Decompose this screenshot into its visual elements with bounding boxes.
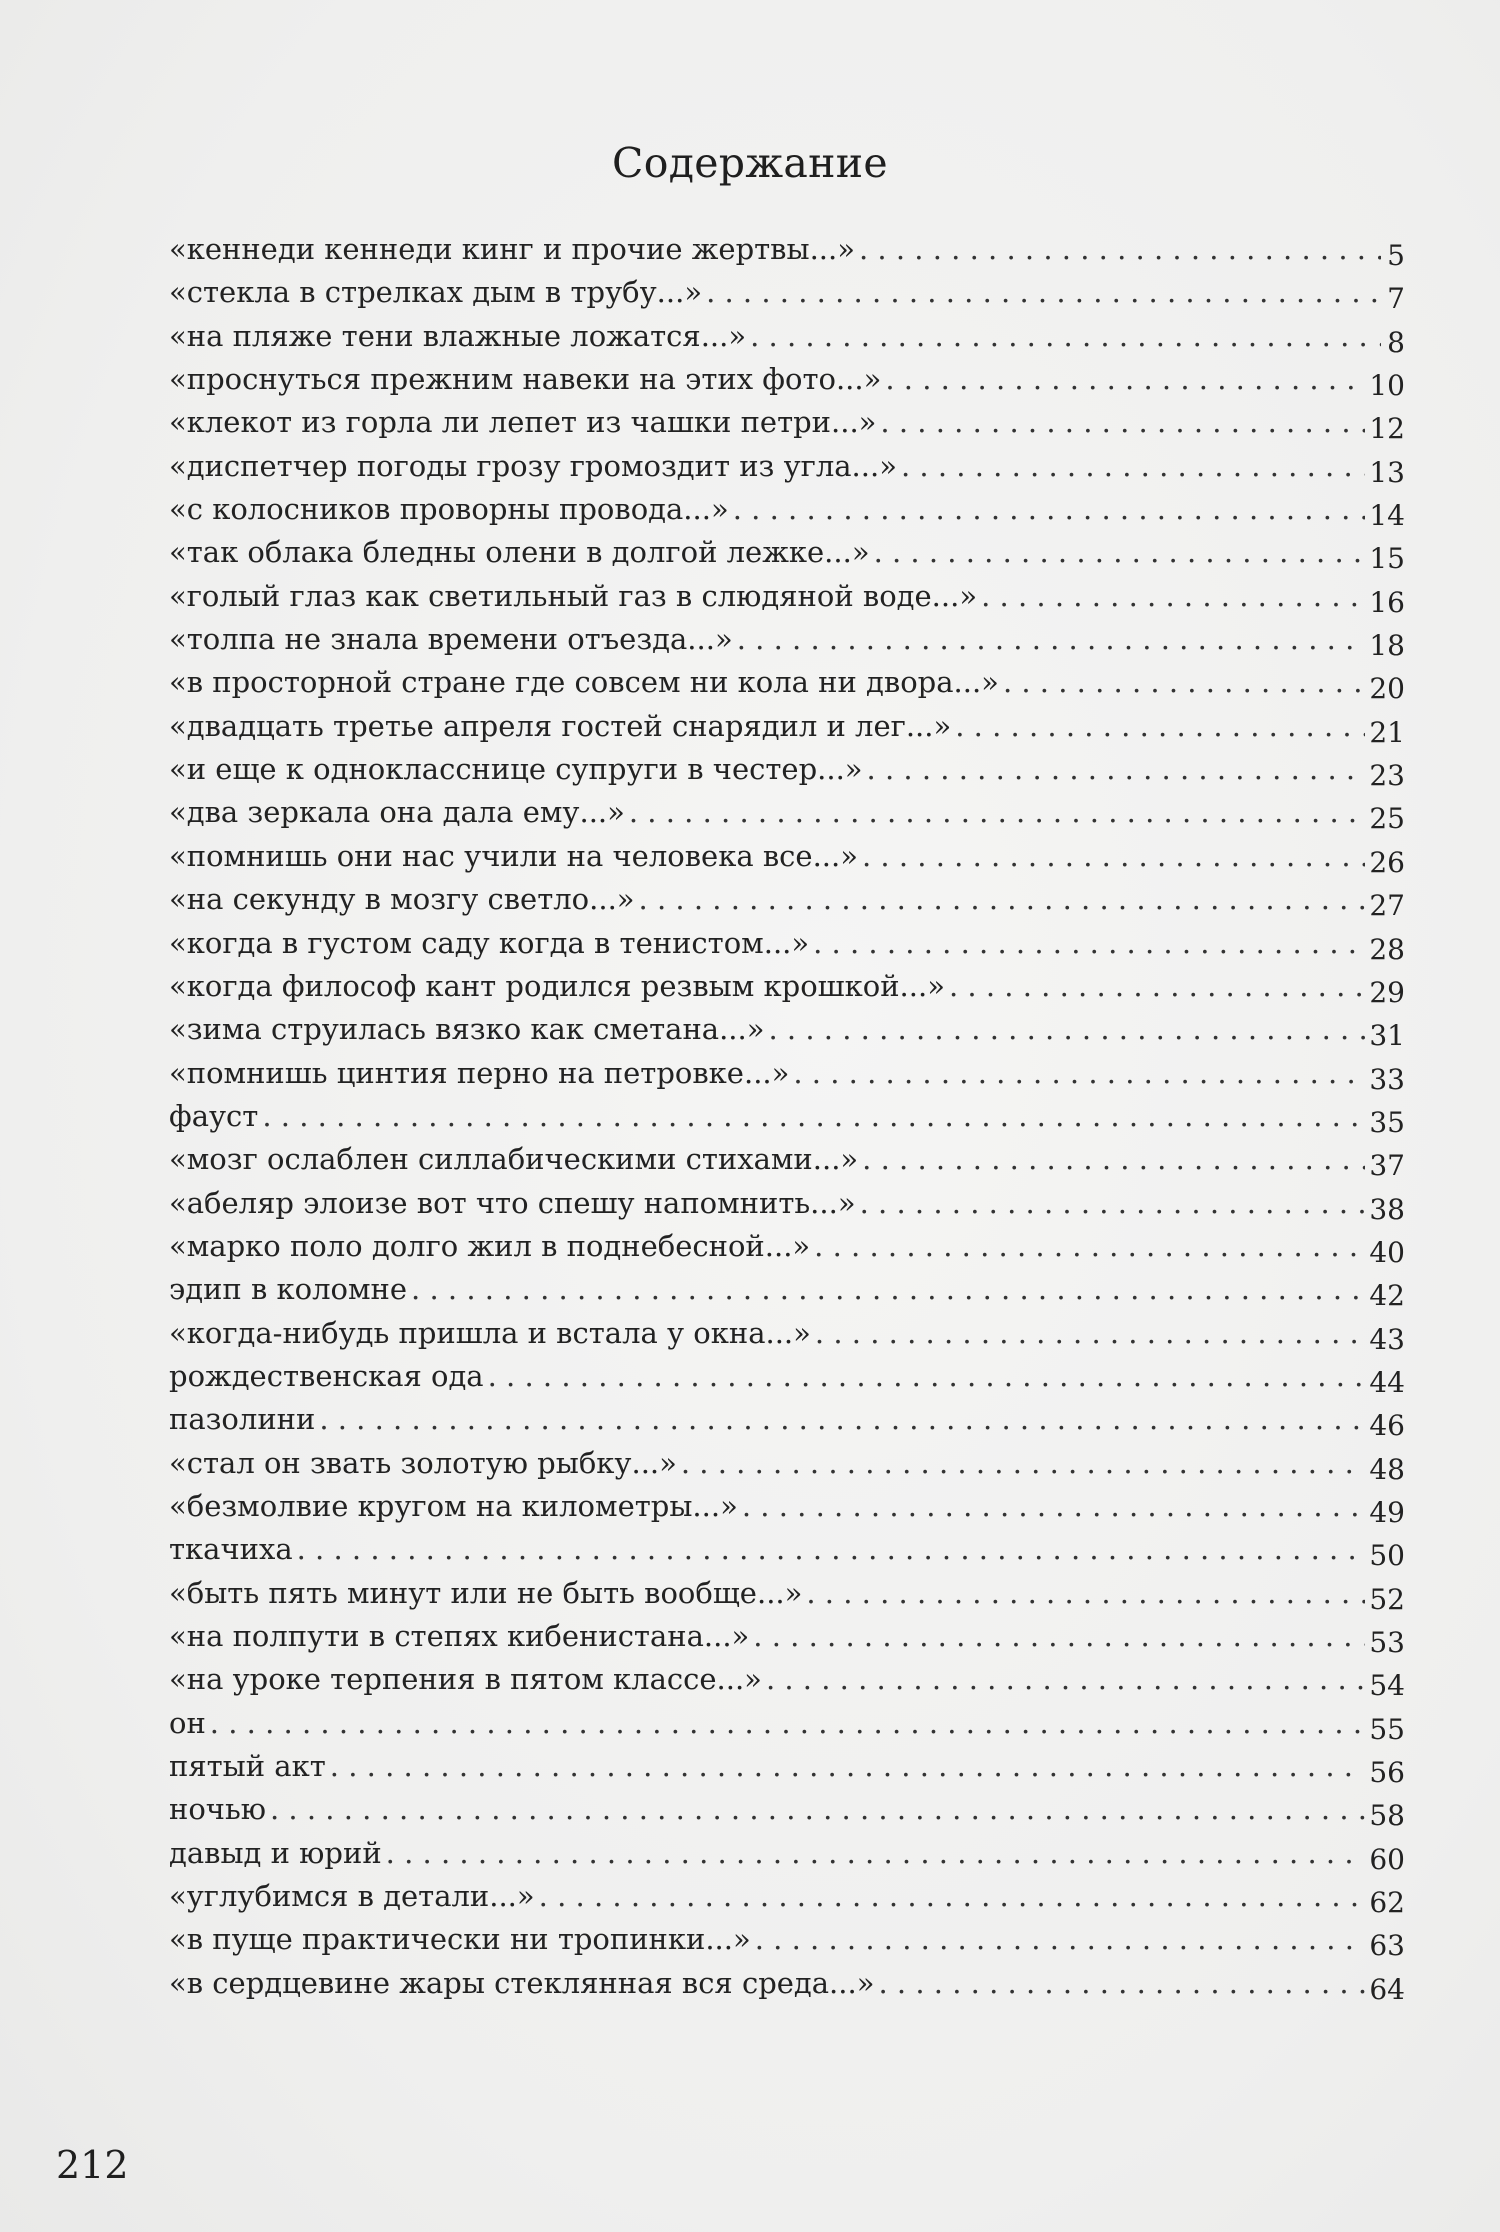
dot-leader bbox=[867, 748, 1366, 791]
toc-entry-title: «когда философ кант родился резвым крошкой...» bbox=[169, 968, 945, 1003]
toc-entry bbox=[169, 1312, 1405, 1355]
toc-entry-title: «так облака бледны олени в долгой лежке...» bbox=[169, 535, 870, 570]
toc-entry-page: 62 bbox=[1369, 1886, 1405, 1920]
toc-entry-title: «голый глаз как светильный газ в слюдяной воде...» bbox=[169, 578, 978, 613]
toc-entry-page: 7 bbox=[1387, 282, 1405, 316]
toc-entry bbox=[169, 618, 1405, 661]
toc-entry-page: 37 bbox=[1369, 1149, 1405, 1183]
toc-entry-page: 44 bbox=[1369, 1365, 1405, 1399]
dot-leader bbox=[629, 791, 1365, 834]
dot-leader bbox=[806, 1572, 1365, 1615]
toc-entry bbox=[169, 748, 1405, 791]
toc-entry-page: 13 bbox=[1369, 455, 1405, 489]
toc-entry bbox=[169, 661, 1405, 704]
dot-leader bbox=[949, 965, 1365, 1008]
dot-leader bbox=[297, 1528, 1366, 1571]
dot-leader bbox=[885, 358, 1365, 401]
toc-entry bbox=[169, 1008, 1405, 1051]
dot-leader bbox=[262, 1095, 1365, 1138]
toc-entry bbox=[169, 358, 1405, 401]
dot-leader bbox=[859, 228, 1381, 271]
toc-entry bbox=[169, 1918, 1405, 1961]
toc-entry-title: «помнишь цинтия перно на петровке...» bbox=[169, 1055, 790, 1090]
toc-entry-title: «стекла в стрелках дым в трубу...» bbox=[169, 275, 703, 310]
toc-entry-title: «толпа не знала времени отъезда...» bbox=[169, 622, 733, 657]
toc-entry bbox=[169, 1832, 1405, 1875]
dot-leader bbox=[862, 1138, 1365, 1181]
dot-leader bbox=[639, 878, 1366, 921]
toc-entry-title: «на секунду в мозгу светло...» bbox=[169, 882, 635, 917]
toc-entry-title: он bbox=[169, 1705, 206, 1740]
toc-entry-title: «когда-нибудь пришла и встала у окна...» bbox=[169, 1315, 811, 1350]
toc-entry-title: «в пуще практически ни тропинки...» bbox=[169, 1922, 751, 1957]
toc-entry-page: 52 bbox=[1369, 1582, 1405, 1616]
toc-entry-title: «быть пять минут или не быть вообще...» bbox=[169, 1575, 803, 1610]
toc-entry bbox=[169, 1052, 1405, 1095]
toc-entry bbox=[169, 1962, 1405, 2005]
toc-entry-page: 12 bbox=[1369, 412, 1405, 446]
toc-entry-page: 23 bbox=[1369, 759, 1405, 793]
toc-entry bbox=[169, 1485, 1405, 1528]
toc-entry-page: 49 bbox=[1369, 1495, 1405, 1529]
dot-leader bbox=[411, 1268, 1365, 1311]
toc-entry-page: 26 bbox=[1369, 845, 1405, 879]
dot-leader bbox=[319, 1398, 1365, 1441]
dot-leader bbox=[737, 618, 1366, 661]
toc-entry bbox=[169, 1615, 1405, 1658]
toc-entry bbox=[169, 401, 1405, 444]
toc-entry bbox=[169, 1702, 1405, 1745]
dot-leader bbox=[270, 1788, 1365, 1831]
dot-leader bbox=[815, 1312, 1365, 1355]
toc-entry-title: «мозг ослаблен силлабическими стихами...» bbox=[169, 1142, 859, 1177]
toc-entry-page: 48 bbox=[1369, 1452, 1405, 1486]
toc-entry-title: «стал он звать золотую рыбку...» bbox=[169, 1445, 677, 1480]
toc-entry-page: 50 bbox=[1369, 1539, 1405, 1573]
toc-entry-title: «проснуться прежним навеки на этих фото...» bbox=[169, 362, 882, 397]
toc-entry-title: «в сердцевине жары стеклянная вся среда...» bbox=[169, 1965, 875, 2000]
dot-leader bbox=[766, 1658, 1365, 1701]
toc-entry bbox=[169, 1182, 1405, 1225]
toc-entry-title: эдип в коломне bbox=[169, 1272, 408, 1307]
toc-entry bbox=[169, 1355, 1405, 1398]
toc-entry-page: 14 bbox=[1369, 499, 1405, 533]
toc-entry-title: фауст bbox=[169, 1098, 259, 1133]
toc-entry-title: «кеннеди кеннеди кинг и прочие жертвы...» bbox=[169, 232, 855, 266]
dot-leader bbox=[981, 575, 1365, 618]
toc-entry-title: «диспетчер погоды грозу громоздит из угла...» bbox=[169, 448, 897, 483]
toc-entry-page: 40 bbox=[1369, 1235, 1405, 1269]
toc-entry-page: 29 bbox=[1369, 975, 1405, 1009]
toc-entry-page: 35 bbox=[1369, 1105, 1405, 1139]
dot-leader bbox=[860, 1182, 1366, 1225]
toc-entry-title: давыд и юрий bbox=[169, 1835, 382, 1870]
page-number: 212 bbox=[56, 2143, 129, 2187]
toc-entry-page: 28 bbox=[1369, 932, 1405, 966]
toc-entry bbox=[169, 1572, 1405, 1615]
dot-leader bbox=[768, 1008, 1365, 1051]
toc-entry bbox=[169, 1442, 1405, 1485]
dot-leader bbox=[813, 922, 1365, 965]
toc-entry-page: 15 bbox=[1369, 542, 1405, 576]
dot-leader bbox=[539, 1875, 1366, 1918]
dot-leader bbox=[742, 1485, 1366, 1528]
toc-entry-page: 42 bbox=[1369, 1279, 1405, 1313]
toc-entry bbox=[169, 445, 1405, 488]
toc-entry bbox=[169, 1788, 1405, 1831]
toc-entry-page: 20 bbox=[1369, 672, 1405, 706]
toc-entry-title: ткачиха bbox=[169, 1532, 293, 1567]
toc-entry-title: «с колосников проворны провода...» bbox=[169, 492, 729, 527]
dot-leader bbox=[330, 1745, 1366, 1788]
page-title: Содержание bbox=[612, 139, 888, 188]
toc-entry-page: 18 bbox=[1369, 629, 1405, 663]
toc-entry-title: «безмолвие кругом на километры...» bbox=[169, 1488, 738, 1523]
toc-entry-page: 43 bbox=[1369, 1322, 1405, 1356]
toc-entry-page: 10 bbox=[1369, 369, 1405, 403]
toc-entry-title: «и еще к однокласснице супруги в честер...» bbox=[169, 752, 863, 787]
toc-entry bbox=[169, 965, 1405, 1008]
toc-entry bbox=[169, 271, 1405, 314]
toc-entry bbox=[169, 315, 1405, 358]
toc-entry-page: 21 bbox=[1369, 715, 1405, 749]
dot-leader bbox=[955, 705, 1365, 748]
toc-entry-title: «на полпути в степях кибенистана...» bbox=[169, 1619, 750, 1653]
toc-entry-page: 25 bbox=[1369, 802, 1405, 836]
dot-leader bbox=[753, 1615, 1365, 1658]
toc-entry bbox=[169, 705, 1405, 748]
toc-entry-title: «когда в густом саду когда в тенистом...» bbox=[169, 925, 810, 960]
dot-leader bbox=[814, 1225, 1365, 1268]
toc-entry-page: 31 bbox=[1369, 1019, 1405, 1053]
toc-entry-title: пятый акт bbox=[169, 1749, 326, 1784]
dot-leader bbox=[488, 1355, 1366, 1398]
dot-leader bbox=[874, 531, 1366, 574]
toc-entry-page: 8 bbox=[1387, 325, 1405, 359]
toc-entry-page: 33 bbox=[1369, 1062, 1405, 1096]
dot-leader bbox=[880, 401, 1365, 444]
toc-entry-page: 38 bbox=[1369, 1192, 1405, 1226]
toc-entry-page: 5 bbox=[1387, 239, 1405, 272]
toc-entry-title: пазолини bbox=[169, 1402, 316, 1437]
toc-entry-title: «два зеркала она дала ему...» bbox=[169, 795, 625, 830]
toc-entry-title: «на уроке терпения в пятом классе...» bbox=[169, 1662, 762, 1697]
toc-entry bbox=[169, 1095, 1405, 1138]
dot-leader bbox=[706, 271, 1381, 314]
toc-entry bbox=[169, 1528, 1405, 1571]
dot-leader bbox=[862, 835, 1365, 878]
toc-entry-title: ночью bbox=[169, 1792, 266, 1827]
toc-entry-page: 16 bbox=[1369, 585, 1405, 619]
toc-entry bbox=[169, 1745, 1405, 1788]
dot-leader bbox=[901, 445, 1365, 488]
toc-entry-title: «помнишь они нас учили на человека все...» bbox=[169, 838, 858, 873]
toc-entry-title: «на пляже тени влажные ложатся...» bbox=[169, 318, 747, 353]
toc-entry-title: «абеляр элоизе вот что спешу напомнить...» bbox=[169, 1185, 856, 1220]
toc-entry bbox=[169, 575, 1405, 618]
toc-entry bbox=[169, 1225, 1405, 1268]
dot-leader bbox=[755, 1918, 1366, 1961]
toc-entry bbox=[169, 922, 1405, 965]
toc-entry-page: 27 bbox=[1369, 889, 1405, 923]
toc-entry-title: «марко поло долго жил в поднебесной...» bbox=[169, 1228, 811, 1263]
toc-entry-title: «зима струилась вязко как сметана...» bbox=[169, 1012, 765, 1047]
toc-entry-page: 55 bbox=[1369, 1712, 1405, 1746]
toc-entry-title: «углубимся в детали...» bbox=[169, 1879, 535, 1914]
dot-leader bbox=[210, 1702, 1366, 1745]
toc-entry bbox=[169, 1138, 1405, 1181]
toc-entry bbox=[169, 488, 1405, 531]
dot-leader bbox=[793, 1052, 1365, 1095]
toc-entry-page: 64 bbox=[1369, 1972, 1405, 2006]
table-of-contents bbox=[169, 228, 1405, 2005]
toc-entry bbox=[169, 1658, 1405, 1701]
toc-entry-page: 60 bbox=[1369, 1842, 1405, 1876]
toc-entry bbox=[169, 878, 1405, 921]
toc-entry-title: рождественская ода bbox=[169, 1358, 484, 1393]
toc-entry bbox=[169, 791, 1405, 834]
dot-leader bbox=[1003, 661, 1365, 704]
toc-entry bbox=[169, 1875, 1405, 1918]
toc-entry-title: «двадцать третье апреля гостей снарядил и лег...» bbox=[169, 708, 952, 743]
toc-entry bbox=[169, 1268, 1405, 1311]
dot-leader bbox=[878, 1962, 1365, 2005]
toc-entry-page: 53 bbox=[1369, 1626, 1405, 1659]
toc-entry bbox=[169, 1398, 1405, 1441]
toc-entry-page: 56 bbox=[1369, 1756, 1405, 1790]
dot-leader bbox=[386, 1832, 1366, 1875]
dot-leader bbox=[733, 488, 1366, 531]
toc-entry-page: 54 bbox=[1369, 1669, 1405, 1703]
toc-entry-title: «в просторной стране где совсем ни кола ни двора...» bbox=[169, 665, 999, 700]
toc-entry bbox=[169, 228, 1405, 271]
toc-entry-page: 58 bbox=[1369, 1799, 1405, 1833]
toc-entry bbox=[169, 531, 1405, 574]
dot-leader bbox=[750, 315, 1381, 358]
toc-entry-title: «клекот из горла ли лепет из чашки петри...» bbox=[169, 405, 877, 440]
toc-entry bbox=[169, 835, 1405, 878]
dot-leader bbox=[681, 1442, 1365, 1485]
toc-entry-page: 63 bbox=[1369, 1929, 1405, 1963]
toc-entry-page: 46 bbox=[1369, 1409, 1405, 1443]
